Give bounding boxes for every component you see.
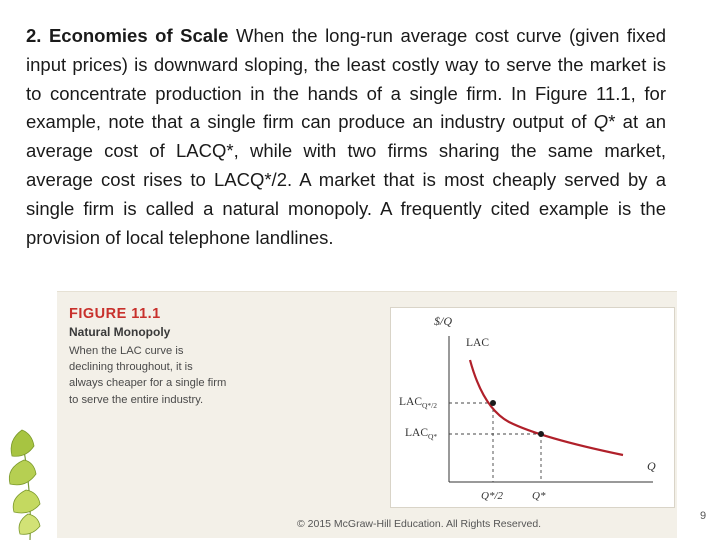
q-star-term: Q [593,111,609,133]
figure-label: FIGURE 11.1 [69,306,161,322]
point-lac-full [538,431,544,437]
lac-full-label: $LAC_{Q*}$ [405,427,438,441]
body-paragraph [26,22,666,252]
leaf-decoration-icon [0,410,60,540]
graph-svg [391,308,674,507]
lac-half-label: $LAC_{Q*/2}$ [399,396,437,410]
x-axis-label: Q [647,459,656,473]
figure-panel [57,291,677,538]
page-number: 9 [700,510,707,522]
tick-q-half: Q*/2 [481,490,503,502]
natural-monopoly-graph [390,307,675,508]
point-lac-half [490,400,496,406]
y-axis-label: $/Q [434,314,452,328]
figure-title: Natural Monopoly [69,325,171,339]
figure-caption: When the LAC curve is declining throughout, it is always cheaper for a single firm to serve the entire industry. [69,345,227,406]
tick-q-full: Q* [532,490,546,502]
curve-label: LAC [466,337,489,349]
section-heading: 2. Economies of Scale [26,25,229,46]
copyright-notice: © 2015 McGraw-Hill Education. All Rights Reserved. [297,518,542,530]
paragraph-text-1: When the long-run average cost curve (given fixed input prices) is downward sloping, the least costly way to serve the market is to concentrate production in the hands of a single firm. In Figure 11.1, for example, note that a single firm can produce an industry output of [26,25,666,133]
paragraph-text-2: * at an average cost of LACQ*, while with two firms sharing the same market, average cost rises to LACQ*/2. A market that is most cheaply served by a single firm is called a natural monopoly. A frequently cited example is the provision of local telephone landlines. [26,111,666,248]
